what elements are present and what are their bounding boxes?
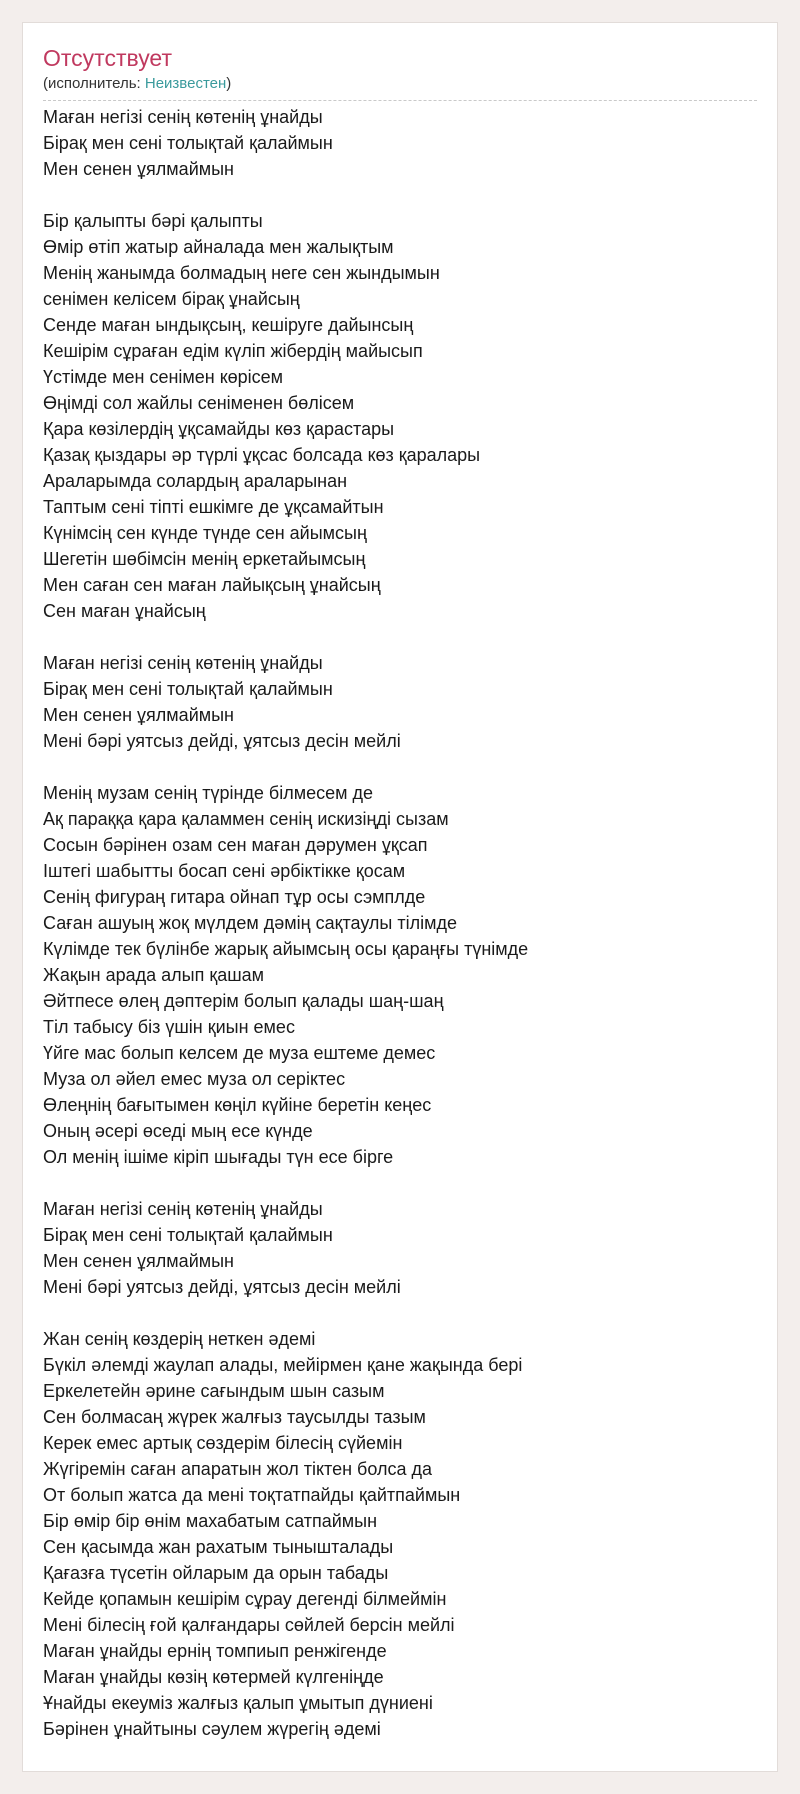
artist-link[interactable]: Неизвестен (144, 75, 227, 92)
lyric-line: Сен маған ұнайсың (43, 601, 206, 621)
lyric-line: Араларымда солардың араларынан (43, 471, 348, 491)
song-title: Отсутствует (43, 45, 172, 71)
lyric-line: Сенің фигураң гитара ойнап тұр осы сэмплде (43, 887, 426, 907)
lyric-line: Маған негізі сенің көтенің ұнайды (43, 653, 323, 673)
lyrics-stanza (43, 1196, 757, 1300)
lyrics-stanza (43, 780, 757, 1170)
lyric-line: Сен болмасаң жүрек жалғыз таусылды тазым (43, 1407, 426, 1427)
lyric-line: Бірақ мен сені толықтай қалаймын (43, 1225, 333, 1245)
lyric-line: Өмір өтіп жатыр айналада мен жалықтым (43, 237, 394, 257)
lyrics-stanza (43, 104, 757, 182)
lyric-line: От болып жатса да мені тоқтатпайды қайтпаймын (43, 1485, 461, 1505)
lyric-line: Кешірім сұраған едім күліп жібердің майысып (43, 341, 423, 361)
lyric-line: Саған ашуың жоқ мүлдем дәмің сақтаулы тілімде (43, 913, 457, 933)
lyric-line: Бірақ мен сені толықтай қалаймын (43, 133, 333, 153)
lyric-line: Сен қасымда жан рахатым тынышталады (43, 1537, 394, 1557)
lyric-line: Еркелетейн әрине сағындым шын сазым (43, 1381, 385, 1401)
lyric-line: Іштегі шабытты босап сені әрбіктікке қосам (43, 861, 406, 881)
lyric-line: Менің жанымда болмадың неге сен жындымын (43, 263, 440, 283)
lyric-line: Өңімді сол жайлы сеніменен бөлісем (43, 393, 355, 413)
lyric-line: Қағазға түсетін ойларым да орын табады (43, 1563, 389, 1583)
lyric-line: Үстімде мен сенімен көрісем (43, 367, 284, 387)
artist-suffix: ) (226, 75, 232, 92)
lyrics-stanza (43, 1326, 757, 1742)
lyric-line: Күлімде тек бүлінбе жарық айымсың осы қараңғы түнімде (43, 939, 529, 959)
lyric-line: Қара көзілердің ұқсамайды көз қарастары (43, 419, 395, 439)
lyric-line: Маған ұнайды көзің көтермей күлгеніңде (43, 1667, 384, 1687)
lyric-line: Мен сенен ұялмаймын (43, 705, 234, 725)
lyric-line: Қазақ қыздары әр түрлі ұқсас болсада көз қаралары (43, 445, 481, 465)
lyric-line: Таптым сені тіпті ешкімге де ұқсамайтын (43, 497, 384, 517)
lyric-line: Жүгіремін саған апаратын жол тіктен болса да (43, 1459, 432, 1479)
lyric-line: Ақ параққа қара қаламмен сенің искизіңді сызам (43, 809, 449, 829)
lyrics-stanza (43, 208, 757, 624)
lyric-line: Мені бәрі уятсыз дейді, ұятсыз десін мейлі (43, 731, 401, 751)
lyric-line: Күнімсің сен күнде түнде сен айымсың (43, 523, 367, 543)
lyric-line: Мені білесің ғой қалғандары сөйлей берсін мейлі (43, 1615, 455, 1635)
lyric-line: Бүкіл әлемді жаулап алады, мейірмен қане жақында бері (43, 1355, 523, 1375)
lyric-line: Менің музам сенің түрінде білмесем де (43, 783, 374, 803)
lyric-line: Өлеңнің бағытымен көңіл күйіне беретін кеңес (43, 1095, 432, 1115)
lyric-line: Керек емес артық сөздерім білесің сүйемін (43, 1433, 403, 1453)
lyric-line: Ол менің ішіме кіріп шығады түн есе бірге (43, 1147, 394, 1167)
lyric-line: Мені бәрі уятсыз дейді, ұятсыз десін мейлі (43, 1277, 401, 1297)
lyric-line: Кейде қопамын кешірім сұрау дегенді білмеймін (43, 1589, 447, 1609)
lyric-line: Сенде маған ындықсың, кешіруге дайынсың (43, 315, 414, 335)
lyric-line: Маған негізі сенің көтенің ұнайды (43, 1199, 323, 1219)
lyrics-card (22, 22, 778, 1772)
lyric-line: Үйге мас болып келсем де муза ештеме демес (43, 1043, 436, 1063)
lyric-line: Жақын арада алып қашам (43, 965, 265, 985)
lyric-line: Сосын бәрінен озам сен маған дәрумен ұқсап (43, 835, 428, 855)
lyric-line: Жан сенің көздерің неткен әдемі (43, 1329, 316, 1349)
lyric-line: Мен сенен ұялмаймын (43, 1251, 234, 1271)
lyric-line: Тіл табысу біз үшін қиын емес (43, 1017, 295, 1037)
lyric-line: Маған негізі сенің көтенің ұнайды (43, 107, 323, 127)
lyric-line: Оның әсері өседі мың есе күнде (43, 1121, 313, 1141)
lyric-line: Ұнайды екеуміз жалғыз қалып ұмытып дүниені (43, 1693, 433, 1713)
lyric-line: Бәрінен ұнайтыны сәулем жүрегің әдемі (43, 1719, 381, 1739)
lyric-line: Мен сенен ұялмаймын (43, 159, 234, 179)
lyric-line: Шегетін шөбімсін менің еркетайымсың (43, 549, 366, 569)
lyrics-stanza (43, 650, 757, 754)
lyric-line: Маған ұнайды ернің томпиып ренжігенде (43, 1641, 387, 1661)
lyric-line: Әйтпесе өлең дәптерім болып қалады шаң-шаң (43, 991, 444, 1011)
lyric-line: Бір қалыпты бәрі қалыпты (43, 211, 263, 231)
artist-line (43, 74, 231, 94)
lyric-line: Мен саған сен маған лайықсың ұнайсың (43, 575, 381, 595)
lyric-line: Бір өмір бір өнім махабатым сатпаймын (43, 1511, 378, 1531)
lyric-line: Бірақ мен сені толықтай қалаймын (43, 679, 333, 699)
lyric-line: Муза ол әйел емес муза ол серіктес (43, 1069, 346, 1089)
song-header (43, 44, 757, 101)
lyric-line: сенімен келісем бірақ ұнайсың (43, 289, 300, 309)
artist-prefix: (исполнитель: (43, 75, 145, 92)
lyrics-body (43, 104, 757, 1768)
